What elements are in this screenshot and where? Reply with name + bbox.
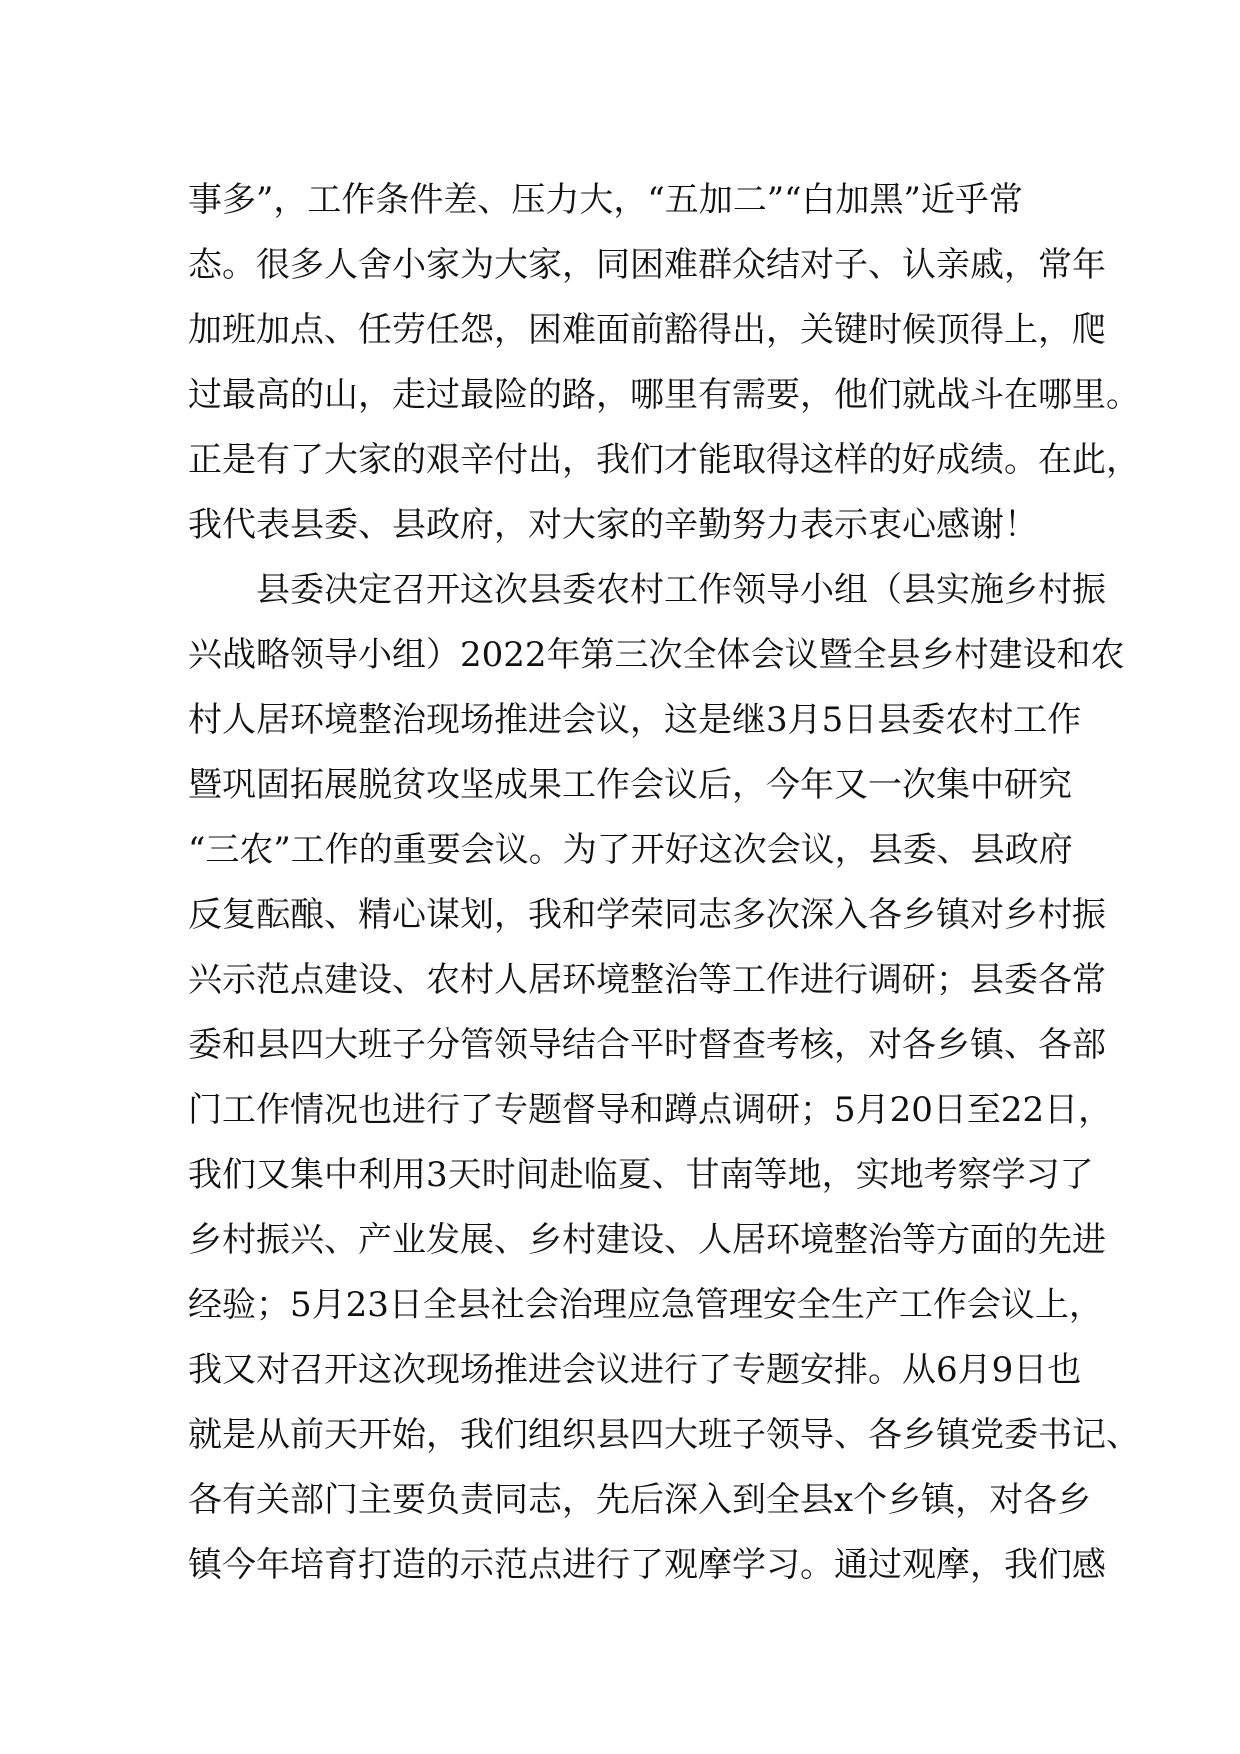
text-line: 委和县四大班子分管领导结合平时督查考核，对各乡镇、各部 — [188, 1025, 1106, 1065]
text-line: 事多”，工作条件差、压力大，“五加二”“白加黑”近乎常 — [188, 180, 1023, 220]
text-line: 兴示范点建设、农村人居环境整治等工作进行调研；县委各常 — [188, 960, 1106, 1000]
text-line: 过最高的山，走过最险的路，哪里有需要，他们就战斗在哪里。 — [188, 375, 1140, 415]
text-line: 县委决定召开这次县委农村工作领导小组（县实施乡村振 — [256, 570, 1106, 610]
text-line: 反复酝酿、精心谋划，我和学荣同志多次深入各乡镇对乡村振 — [188, 895, 1106, 935]
text-line: 态。很多人舍小家为大家，同困难群众结对子、认亲戚，常年 — [188, 245, 1106, 285]
text-line: 兴战略领导小组）2022年第三次全体会议暨全县乡村建设和农 — [188, 635, 1125, 675]
text-line: 正是有了大家的艰辛付出，我们才能取得这样的好成绩。在此， — [188, 440, 1140, 480]
text-line: 镇今年培育打造的示范点进行了观摩学习。通过观摩，我们感 — [188, 1545, 1106, 1585]
text-line: 各有关部门主要负责同志，先后深入到全县x个乡镇，对各乡 — [188, 1480, 1092, 1520]
text-line: 村人居环境整治现场推进会议，这是继3月5日县委农村工作 — [188, 700, 1082, 740]
text-line: 就是从前天开始，我们组织县四大班子领导、各乡镇党委书记、 — [188, 1415, 1140, 1455]
text-line: 我代表县委、县政府，对大家的辛勤努力表示衷心感谢！ — [188, 505, 1038, 545]
text-line: 我又对召开这次现场推进会议进行了专题安排。从6月9日也 — [188, 1350, 1082, 1390]
body-text — [188, 168, 1140, 1598]
text-line: 暨巩固拓展脱贫攻坚成果工作会议后，今年又一次集中研究 — [188, 765, 1072, 805]
text-line: 我们又集中利用3天时间赴临夏、甘南等地，实地考察学习了 — [188, 1155, 1094, 1195]
text-line: 门工作情况也进行了专题督导和蹲点调研；5月20日至22日， — [188, 1090, 1113, 1130]
text-line: 乡村振兴、产业发展、乡村建设、人居环境整治等方面的先进 — [188, 1220, 1106, 1260]
text-line: 加班加点、任劳任怨，困难面前豁得出，关键时候顶得上，爬 — [188, 310, 1106, 350]
paragraph — [188, 558, 1140, 1598]
text-line: “三农”工作的重要会议。为了开好这次会议，县委、县政府 — [188, 830, 1073, 870]
paragraph — [188, 168, 1140, 558]
text-line: 经验；5月23日全县社会治理应急管理安全生产工作会议上， — [188, 1285, 1103, 1325]
